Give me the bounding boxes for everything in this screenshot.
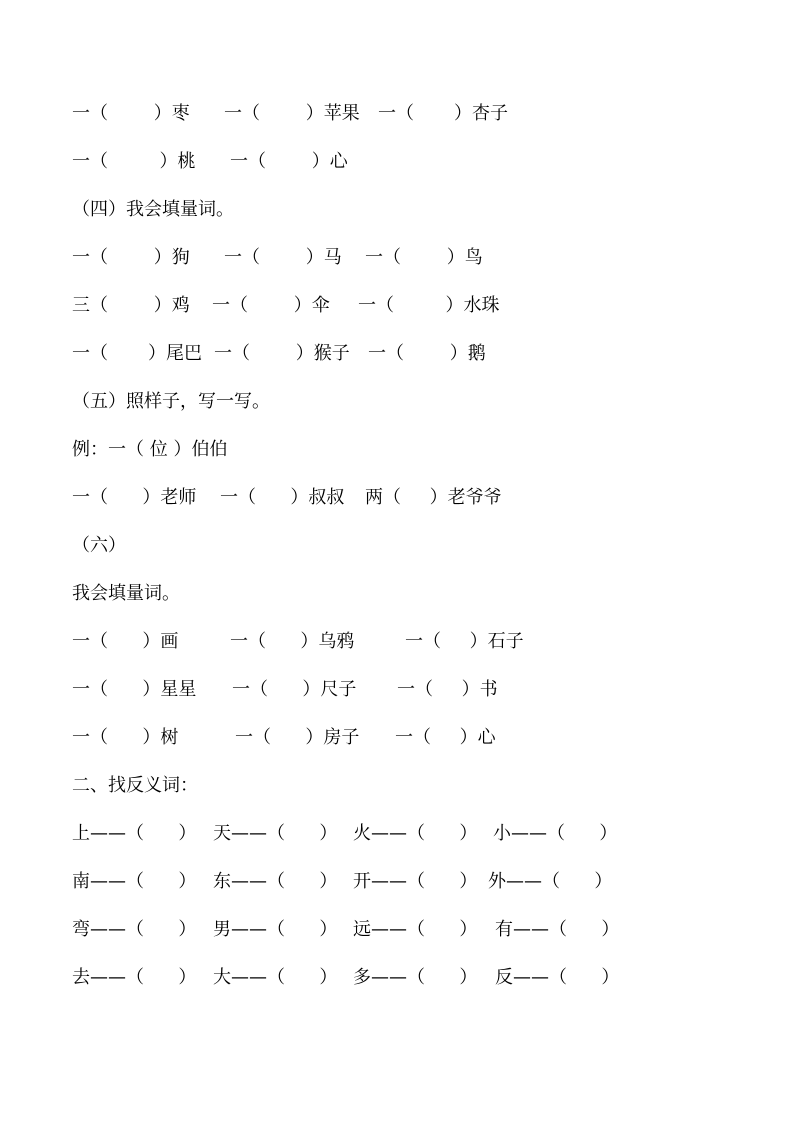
- worksheet-line-2: [0, 150, 794, 174]
- section-heading-text: （五）照样子，写一写。: [72, 391, 270, 412]
- example-text: 例：一（ 位 ）伯伯: [72, 439, 228, 460]
- fill-in-item: 一（ ）心: [395, 727, 496, 748]
- worksheet-line-9: [0, 486, 794, 510]
- instruction-line: [0, 582, 794, 606]
- fill-in-item: 一（ ）狗: [72, 247, 190, 268]
- section-heading-6: [0, 534, 794, 558]
- antonym-item: 开——（ ）: [353, 871, 478, 892]
- fill-in-item: 一（ ）尾巴: [72, 343, 203, 364]
- antonym-item: 大——（ ）: [213, 967, 338, 988]
- worksheet-line-6: [0, 342, 794, 366]
- fill-in-item: 一（ ）马: [224, 247, 342, 268]
- fill-in-item: 一（ ）鸟: [365, 247, 483, 268]
- fill-in-item: 三（ ）鸡: [72, 295, 190, 316]
- instruction-text: 我会填量词。: [72, 583, 180, 604]
- antonym-item: 多——（ ）: [353, 967, 478, 988]
- example-line: [0, 438, 794, 462]
- section-heading-text: 二、找反义词：: [72, 775, 198, 796]
- fill-in-item: 一（ ）枣: [72, 103, 190, 124]
- antonym-item: 天——（ ）: [213, 823, 338, 844]
- antonym-item: 去——（ ）: [72, 967, 197, 988]
- fill-in-item: 一（ ）尺子: [232, 679, 357, 700]
- antonym-item: 弯——（ ）: [72, 919, 197, 940]
- worksheet-line-13: [0, 678, 794, 702]
- antonym-item: 男——（ ）: [213, 919, 338, 940]
- fill-in-item: 一（ ）树: [72, 727, 179, 748]
- worksheet-line-12: [0, 630, 794, 654]
- antonym-line-2: [0, 870, 794, 894]
- fill-in-item: 一（ ）桃: [72, 151, 196, 172]
- section-heading-antonyms: [0, 774, 794, 798]
- fill-in-item: 一（ ）水珠: [358, 295, 500, 316]
- antonym-item: 远——（ ）: [353, 919, 478, 940]
- fill-in-item: 一（ ）画: [72, 631, 179, 652]
- fill-in-item: 一（ ）房子: [235, 727, 360, 748]
- antonym-item: 有——（ ）: [495, 919, 620, 940]
- worksheet-line-5: [0, 294, 794, 318]
- section-heading-text: （四）我会填量词。: [72, 199, 234, 220]
- fill-in-item: 一（ ）心: [230, 151, 348, 172]
- antonym-line-3: [0, 918, 794, 942]
- antonym-item: 南——（ ）: [72, 871, 197, 892]
- section-heading-4: [0, 198, 794, 222]
- worksheet-line-1: [0, 102, 794, 126]
- fill-in-item: 一（ ）星星: [72, 679, 197, 700]
- fill-in-item: 一（ ）石子: [405, 631, 524, 652]
- antonym-item: 上——（ ）: [72, 823, 197, 844]
- antonym-line-4: [0, 966, 794, 990]
- section-heading-5: [0, 390, 794, 414]
- antonym-item: 东——（ ）: [213, 871, 338, 892]
- antonym-item: 小——（ ）: [493, 823, 618, 844]
- worksheet-line-4: [0, 246, 794, 270]
- fill-in-item: 一（ ）叔叔: [220, 487, 345, 508]
- fill-in-item: 一（ ）伞: [212, 295, 330, 316]
- fill-in-item: 一（ ）苹果: [224, 103, 360, 124]
- antonym-item: 反——（ ）: [495, 967, 620, 988]
- fill-in-item: 一（ ）猴子: [214, 343, 350, 364]
- worksheet-line-14: [0, 726, 794, 750]
- antonym-item: 外——（ ）: [488, 871, 613, 892]
- antonym-item: 火——（ ）: [353, 823, 478, 844]
- section-heading-text: （六）: [72, 535, 126, 556]
- fill-in-item: 一（ ）杏子: [378, 103, 509, 124]
- fill-in-item: 一（ ）老师: [72, 487, 197, 508]
- fill-in-item: 一（ ）书: [397, 679, 498, 700]
- fill-in-item: 两（ ）老爷爷: [365, 487, 502, 508]
- fill-in-item: 一（ ）鹅: [368, 343, 486, 364]
- antonym-line-1: [0, 822, 794, 846]
- fill-in-item: 一（ ）乌鸦: [230, 631, 355, 652]
